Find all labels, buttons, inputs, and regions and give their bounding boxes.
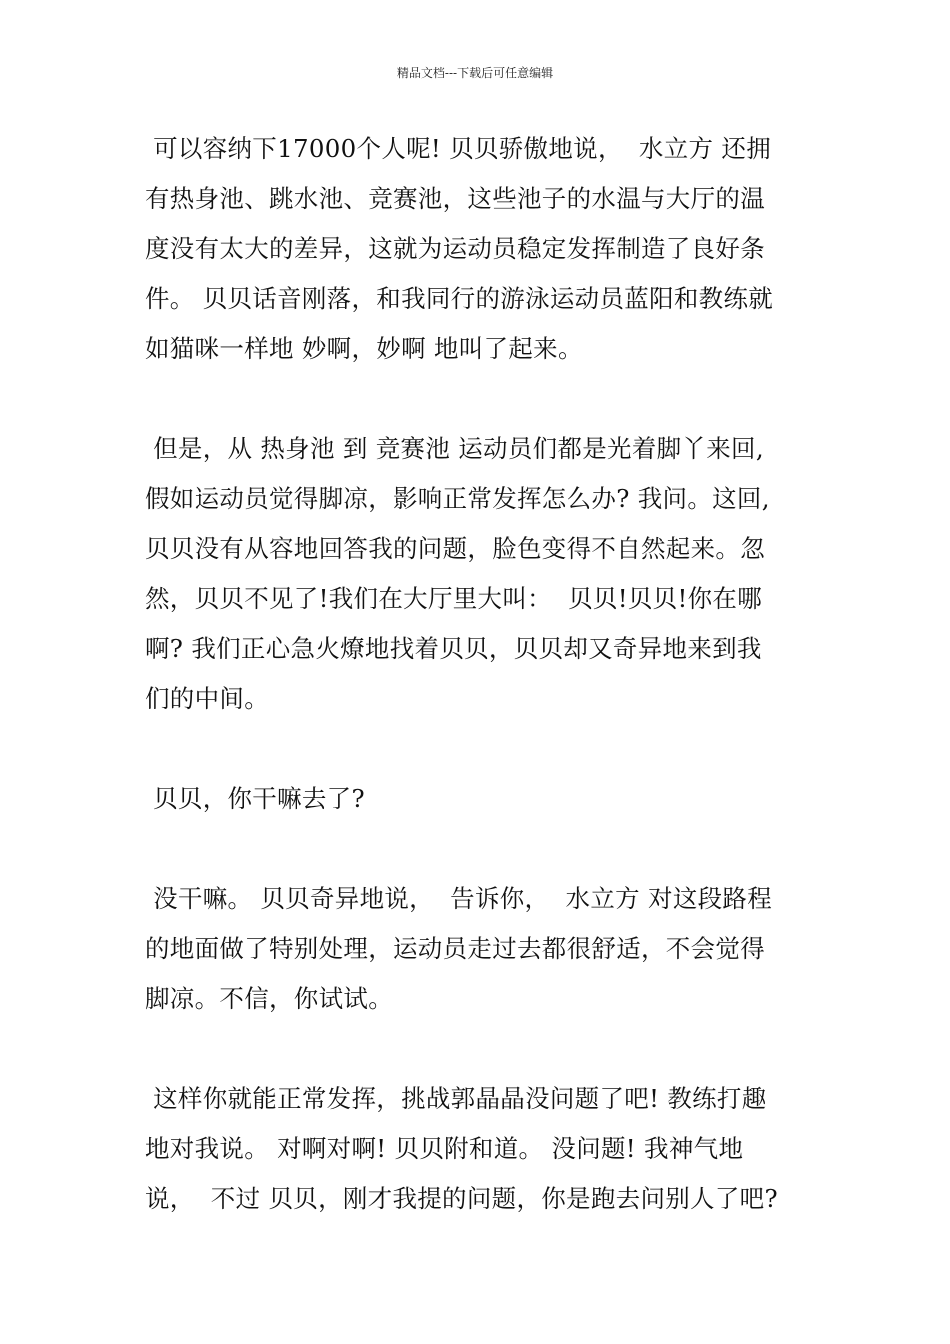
text-line: 说， 不过 贝贝，刚才我提的问题，你是跑去问别人了吧?	[145, 1184, 778, 1213]
text-line: 然，贝贝不见了!我们在大厅里大叫： 贝贝!贝贝!你在哪	[145, 584, 763, 613]
text-line: 地对我说。 对啊对啊! 贝贝附和道。 没问题! 我神气地	[145, 1134, 744, 1163]
text-line: 但是，从 热身池 到 竞赛池 运动员们都是光着脚丫来回,	[145, 434, 764, 463]
text-line: 如猫咪一样地 妙啊，妙啊 地叫了起来。	[145, 334, 583, 363]
text-line: 贝贝，你干嘛去了?	[145, 784, 365, 813]
paragraph-2	[145, 424, 825, 724]
page-header: 精品文档---下载后可任意编辑	[396, 66, 554, 80]
paragraph-4	[145, 874, 825, 1024]
paragraph-3	[145, 774, 825, 824]
text-line: 有热身池、跳水池、竞赛池，这些池子的水温与大厅的温	[145, 184, 765, 213]
text-line: 脚凉。不信，你试试。	[145, 984, 393, 1013]
text-line: 度没有太大的差异，这就为运动员稳定发挥制造了良好条	[145, 234, 765, 263]
text-line: 啊? 我们正心急火燎地找着贝贝，贝贝却又奇异地来到我	[145, 634, 762, 663]
text-line: 的地面做了特别处理，运动员走过去都很舒适，不会觉得	[145, 934, 765, 963]
text-line: 没干嘛。 贝贝奇异地说， 告诉你， 水立方 对这段路程	[145, 884, 773, 913]
text-line: 们的中间。	[145, 684, 269, 713]
text-line: 件。 贝贝话音刚落，和我同行的游泳运动员蓝阳和教练就	[145, 284, 774, 313]
body-text	[145, 124, 825, 1274]
text-line: 可以容纳下17000个人呢! 贝贝骄傲地说， 水立方 还拥	[145, 134, 772, 163]
text-line: 贝贝没有从容地回答我的问题，脸色变得不自然起来。忽	[145, 534, 765, 563]
paragraph-5	[145, 1074, 825, 1224]
text-line: 这样你就能正常发挥，挑战郭晶晶没问题了吧! 教练打趣	[145, 1084, 767, 1113]
text-line: 假如运动员觉得脚凉，影响正常发挥怎么办? 我问。这回,	[145, 484, 770, 513]
paragraph-1	[145, 124, 825, 374]
